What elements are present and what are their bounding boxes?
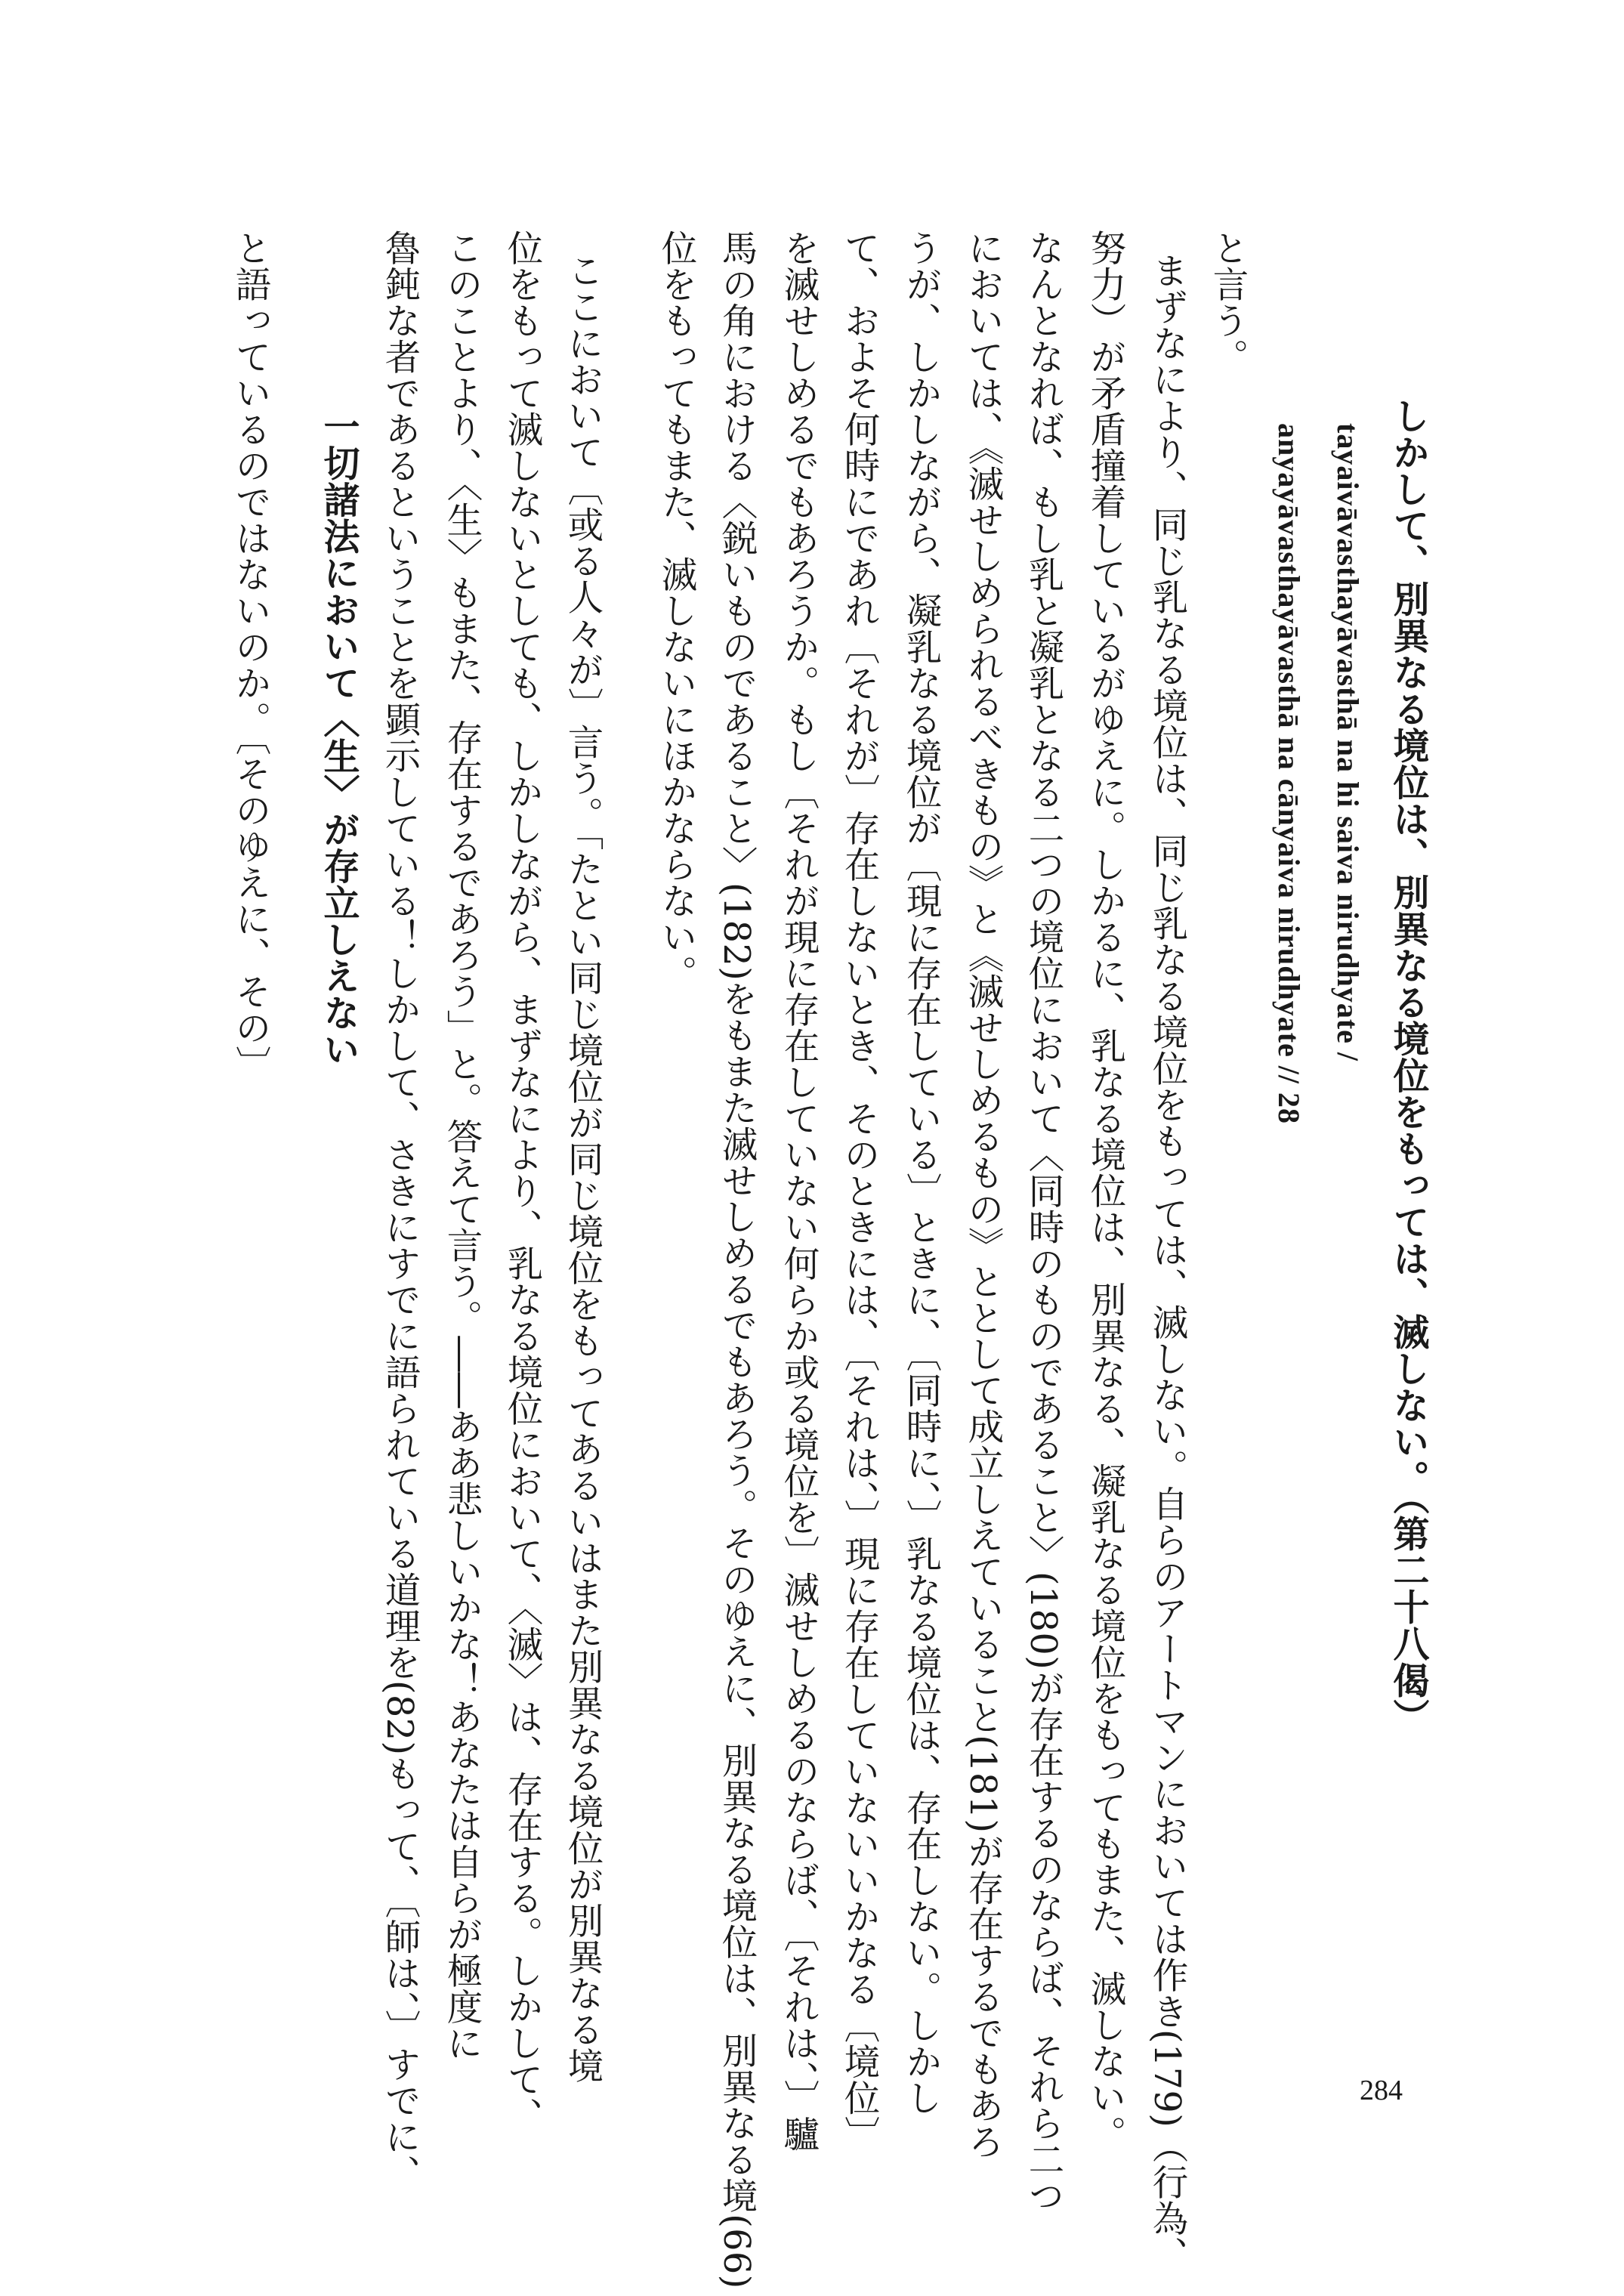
body-line: まずなにより、同じ乳なる境位は、同じ乳なる境位をもっては、滅しない。自らのアートマンにおいては作き(179)（行為、 <box>1146 252 1187 2273</box>
body-line: においては、《滅せしめられるべきもの》と《滅せしめるもの》ととして成立しえていること(181)が存在するでもあろ <box>962 230 1003 2160</box>
sanskrit-verse-line-1: tayaivāvasthayāvasthā na hi saiva nirudhyate / <box>1331 423 1365 1062</box>
sanskrit-verse-line-2: anyayāvasthayāvasthā na cānyaiva nirudhyate // 28 <box>1272 423 1306 1125</box>
body-line: ここにおいて〔或る人々が〕言う。「たとい同じ境位が同じ境位をもってあるいはまた別異なる境位が別異なる境 <box>561 252 603 2084</box>
page-number: 284 <box>1360 2075 1403 2106</box>
body-line: 位をもって滅しないとしても、しかしながら、まずなにより、乳なる境位において、〈滅〉は、存在する。しかして、 <box>501 230 542 2134</box>
body-line: このことより、〈生〉もまた、存在するであろう」と。答えて言う。――ああ悲しいかな！あなたは自らが極度に <box>440 230 482 2062</box>
body-line: 努力）が矛盾撞着しているがゆえに。しかるに、乳なる境位は、別異なる、凝乳なる境位をもってもまた、滅しない。 <box>1084 230 1125 2152</box>
body-line: なんとなれば、もし乳と凝乳となる二つの境位において〈同時のものであること〉(180)が存在するのならば、それら二つ <box>1022 230 1064 2214</box>
body-line: うが、しかしながら、凝乳なる境位が〔現に存在している〕ときに、〔同時に、〕乳なる境位は、存在しない。しかし <box>900 230 941 2116</box>
body-line: 馬の角における〈鋭いものであること〉(182)をもまた滅せしめるでもあろう。そのゆえに、別異なる境位は、別異なる境(66) <box>715 230 757 2289</box>
body-line: と言う。 <box>1206 230 1248 375</box>
quoted-verse-line: 一切諸法において〈生〉が存立しえない <box>317 408 360 1068</box>
body-line: て、およそ何時にであれ〔それが〕存在しないとき、そのときには、〔それは、〕現に存在していないいかなる〔境位〕 <box>838 230 879 2152</box>
body-line: を滅せしめるでもあろうか。もし〔それが現に存在していない何らか或る境位を〕滅せしめるのならば、〔それは、〕驢 <box>777 230 819 2152</box>
body-line: 魯鈍な者であるということを顕示している！しかして、さきにすでに語られている道理を(82)もって、〔師は、〕すでに、 <box>378 230 420 2192</box>
body-line: 位をもってもまた、滅しないにほかならない。 <box>655 230 696 991</box>
body-line: と語っているのではないのか。〔そのゆえに、その〕 <box>229 230 270 1083</box>
verse-28-translation: しかして、別異なる境位は、別異なる境位をもっては、滅しない。（第二十八偈） <box>1387 397 1429 1735</box>
